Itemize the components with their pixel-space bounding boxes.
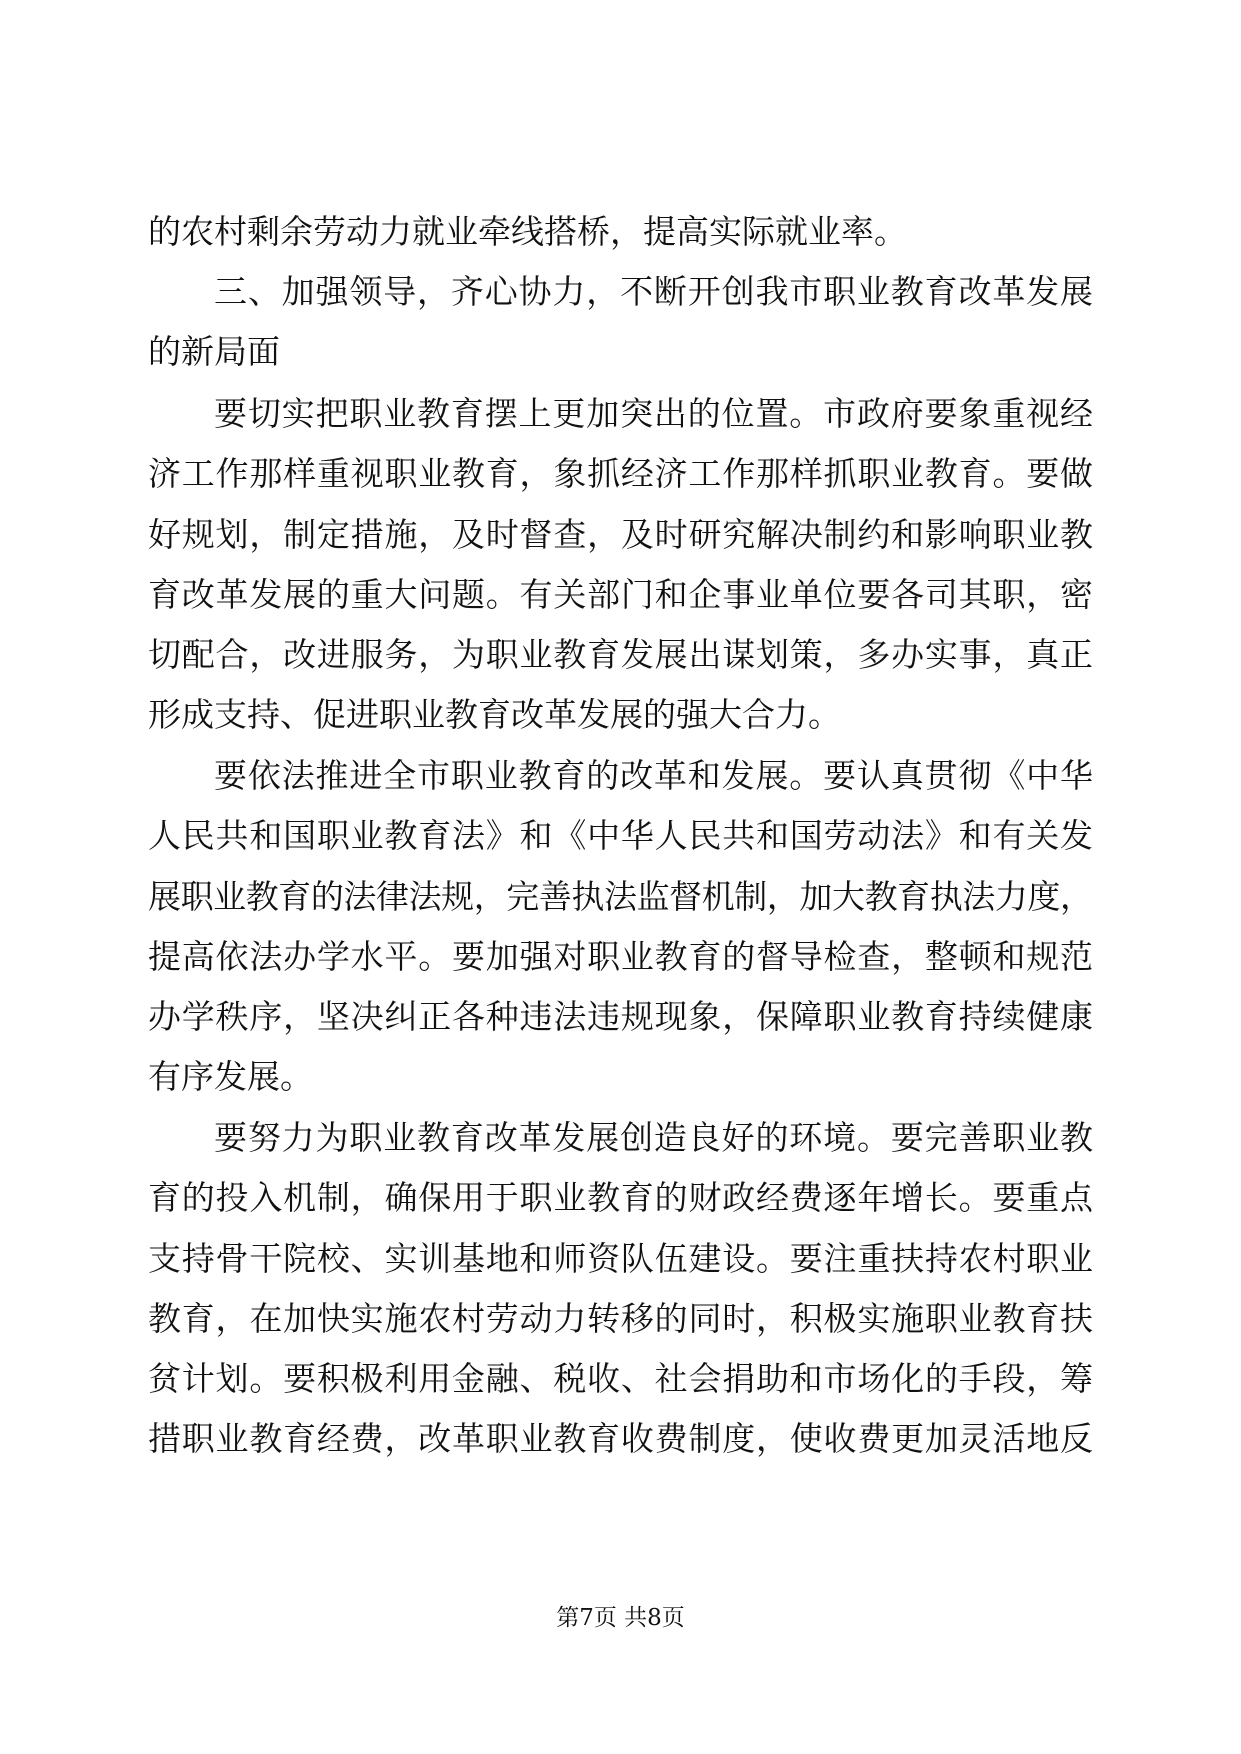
line-text: 办学秩序，坚决纠正各种违法违规现象，保障职业教育持续健康 — [148, 997, 1094, 1036]
section-heading — [0, 262, 1241, 322]
line-text: 提高依法办学水平。要加强对职业教育的督导检查，整顿和规范 — [148, 937, 1094, 976]
line-text: 三、加强领导，齐心协力，不断开创我市职业教育改革发展 — [214, 272, 1094, 311]
paragraph-line — [0, 444, 1241, 504]
paragraph-line — [0, 1289, 1241, 1349]
line-text: 好规划，制定措施，及时督查，及时研究解决制约和影响职业教 — [148, 515, 1094, 554]
line-text: 有序发展。 — [148, 1057, 313, 1096]
line-text: 的农村剩余劳动力就业牵线搭桥，提高实际就业率。 — [148, 212, 907, 251]
paragraph-line — [0, 1108, 1241, 1168]
line-text: 育的投入机制，确保用于职业教育的财政经费逐年增长。要重点 — [148, 1178, 1094, 1217]
line-text: 人民共和国职业教育法》和《中华人民共和国劳动法》和有关发 — [148, 816, 1094, 855]
line-text: 要依法推进全市职业教育的改革和发展。要认真贯彻《中华 — [214, 756, 1094, 795]
paragraph-line — [0, 746, 1241, 806]
paragraph-line — [0, 505, 1241, 565]
page-number-footer: 第7页 共8页 — [556, 1605, 685, 1631]
paragraph-line — [0, 685, 1241, 745]
line-text: 支持骨干院校、实训基地和师资队伍建设。要注重扶持农村职业 — [148, 1239, 1094, 1278]
paragraph-line — [0, 867, 1241, 927]
paragraph-line — [0, 987, 1241, 1047]
line-text: 贫计划。要积极利用金融、税收、社会捐助和市场化的手段，筹 — [148, 1359, 1094, 1398]
paragraph-line — [0, 625, 1241, 685]
paragraph-line — [0, 1047, 1241, 1107]
paragraph-line — [0, 1168, 1241, 1228]
line-text: 要切实把职业教育摆上更加突出的位置。市政府要象重视经 — [214, 394, 1094, 433]
line-text: 措职业教育经费，改革职业教育收费制度，使收费更加灵活地反 — [148, 1419, 1094, 1458]
paragraph-line — [0, 1229, 1241, 1289]
text-line — [0, 202, 1241, 262]
line-text: 教育，在加快实施农村劳动力转移的同时，积极实施职业教育扶 — [148, 1299, 1094, 1338]
line-text: 济工作那样重视职业教育，象抓经济工作那样抓职业教育。要做 — [148, 454, 1094, 493]
line-text: 展职业教育的法律法规，完善执法监督机制，加大教育执法力度， — [148, 877, 1093, 916]
line-text: 形成支持、促进职业教育改革发展的强大合力。 — [148, 695, 841, 734]
paragraph-line — [0, 927, 1241, 987]
paragraph-line — [0, 1409, 1241, 1469]
line-text: 切配合，改进服务，为职业教育发展出谋划策，多办实事，真正 — [148, 635, 1094, 674]
line-text: 的新局面 — [148, 332, 280, 371]
paragraph-line — [0, 1349, 1241, 1409]
paragraph-line — [0, 806, 1241, 866]
line-text: 要努力为职业教育改革发展创造良好的环境。要完善职业教 — [214, 1118, 1094, 1157]
paragraph-line — [0, 565, 1241, 625]
section-heading-continued — [0, 322, 1241, 382]
line-text: 育改革发展的重大问题。有关部门和企事业单位要各司其职，密 — [148, 575, 1094, 614]
paragraph-line — [0, 384, 1241, 444]
